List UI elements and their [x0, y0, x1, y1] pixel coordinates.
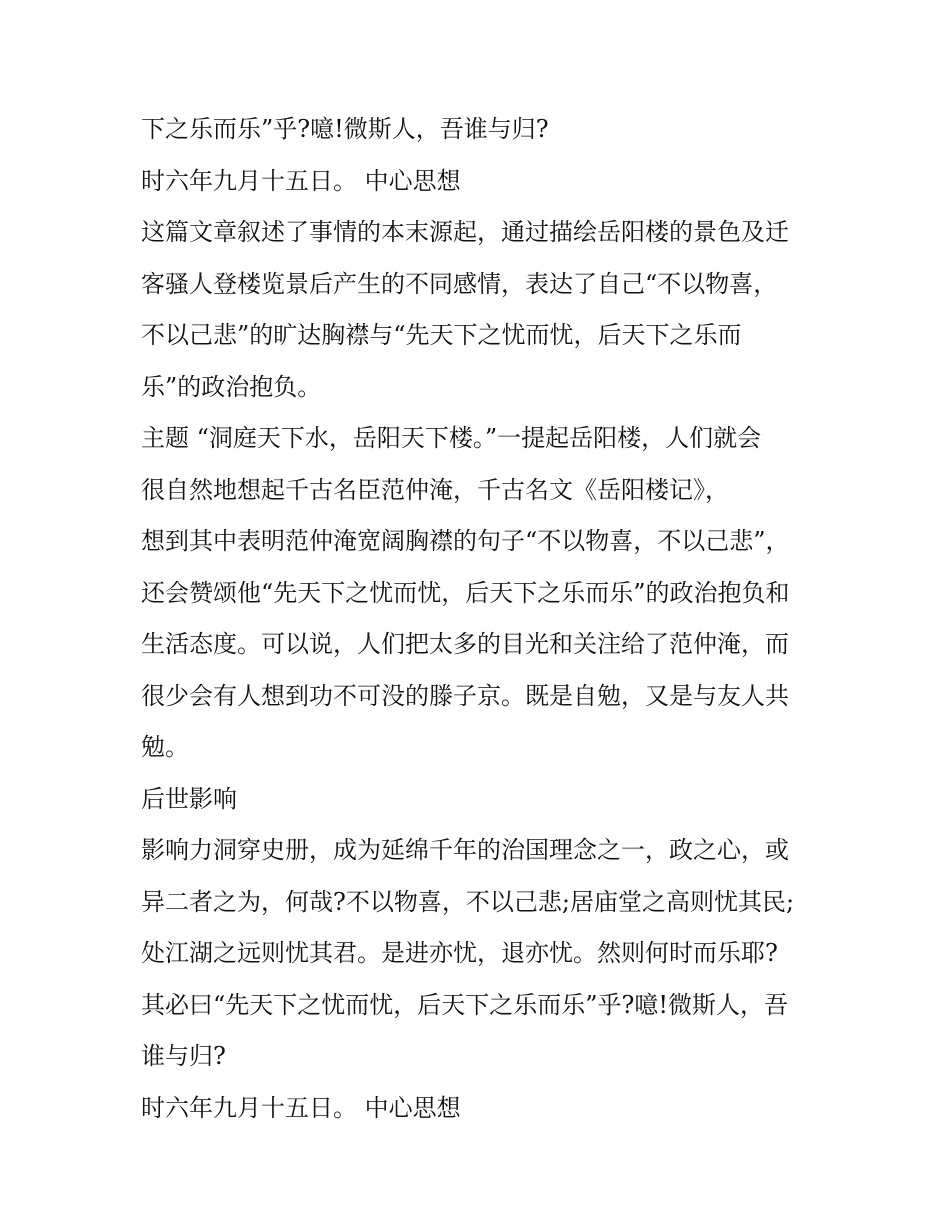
- text-line: 下之乐而乐”乎?噫!微斯人，吾谁与归?: [141, 115, 549, 143]
- text-line: 不以己悲”的旷达胸襟与“先天下之忧而忧，后天下之乐而: [141, 321, 742, 349]
- text-line: 谁与归?: [141, 1042, 226, 1070]
- text-line: 勉。: [141, 733, 189, 761]
- text-line: 很少会有人想到功不可没的滕子京。既是自勉，又是与友人共: [141, 681, 789, 710]
- text-line: 生活态度。可以说，人们把太多的目光和关注给了范仲淹，而: [141, 630, 789, 658]
- text-line: 时六年九月十五日。 中心思想: [141, 1093, 461, 1122]
- text-line: 其必曰“先天下之忧而忧，后天下之乐而乐”乎?噫!微斯人，吾: [141, 990, 789, 1019]
- text-line: 影响力洞穿史册，成为延绵千年的治国理念之一，政之心，或: [141, 836, 789, 864]
- section-heading: 后世影响: [141, 784, 237, 813]
- text-line: 还会赞颂他“先天下之忧而忧，后天下之乐而乐”的政治抱负和: [141, 578, 790, 607]
- text-line: 客骚人登楼览景后产生的不同感情，表达了自己“不以物喜，: [141, 269, 778, 298]
- text-line: 主题 “洞庭天下水，岳阳天下楼。”一提起岳阳楼，人们就会: [141, 424, 762, 452]
- text-line: 想到其中表明范仲淹宽阔胸襟的句子“不以物喜，不以己悲”，: [141, 527, 790, 555]
- text-line: 很自然地想起千古名臣范仲淹，千古名文《岳阳楼记》，: [141, 475, 729, 504]
- text-line: 乐”的政治抱负。: [141, 372, 322, 401]
- text-line: 异二者之为，何哉?不以物喜，不以己悲;居庙堂之高则忧其民;: [141, 887, 795, 916]
- document-body: [141, 104, 821, 1134]
- text-line: 时六年九月十五日。 中心思想: [141, 166, 461, 195]
- text-line: 处江湖之远则忧其君。是进亦忧，退亦忧。然则何时而乐耶?: [141, 939, 778, 967]
- text-line: 这篇文章叙述了事情的本末源起，通过描绘岳阳楼的景色及迁: [141, 218, 789, 246]
